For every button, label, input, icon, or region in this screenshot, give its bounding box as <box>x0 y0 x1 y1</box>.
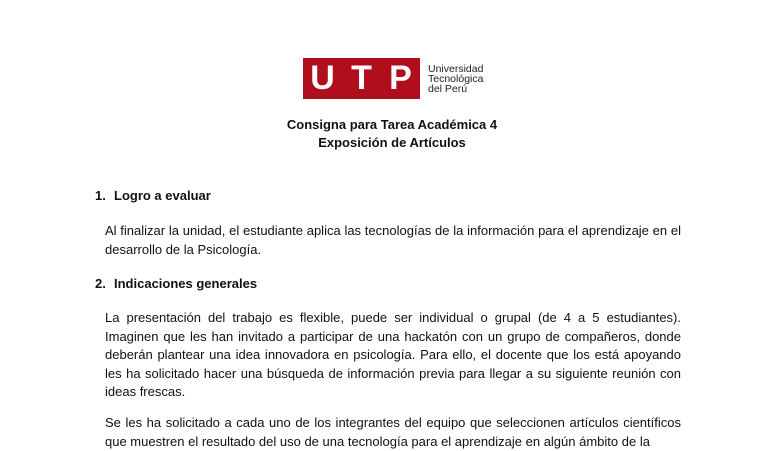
section-heading-logro <box>95 188 211 203</box>
document-subtitle: Exposición de Artículos <box>318 135 466 150</box>
section-number: 1. <box>95 188 106 203</box>
section-title: Indicaciones generales <box>114 276 258 291</box>
paragraph-logro: Al finalizar la unidad, el estudiante aplica las tecnologías de la información para el aprendizaje en el desarrollo de la Psicología. <box>105 223 681 257</box>
paragraph-indicaciones-2: Se les ha solicitado a cada uno de los integrantes del equipo que seleccionen artículos científicos que muestren el resultado del uso de una tecnología para el aprendizaje en algún ámbito de la <box>105 415 681 449</box>
paragraph-indicaciones-1: La presentación del trabajo es flexible, puede ser individual o grupal (de 4 a 5 estudiantes). Imaginen que les han invitado a participar de una hackatón con un grupo de compañeros, donde deberán plantear una idea innovadora en psicología. Para ello, el docente que los está apoyando les ha solicitado hacer una búsqueda de información previa para llegar a su siguiente reunión con ideas frescas. <box>105 310 681 399</box>
logo-line-1: Universidad <box>428 62 484 75</box>
logo-letter-p: P <box>389 59 412 97</box>
logo-letter-t: T <box>351 59 372 97</box>
logo-letter-u: U <box>310 59 335 97</box>
section-title: Logro a evaluar <box>114 188 211 203</box>
utp-logo <box>303 58 492 99</box>
document-title: Consigna para Tarea Académica 4 <box>286 117 498 132</box>
section-number: 2. <box>95 276 106 291</box>
section-heading-indicaciones <box>95 276 257 291</box>
logo-line-3: del Perú <box>428 82 468 95</box>
logo-wordmark <box>428 64 492 94</box>
logo-line-2: Tecnológica <box>428 72 484 85</box>
logo-mark <box>303 58 420 99</box>
